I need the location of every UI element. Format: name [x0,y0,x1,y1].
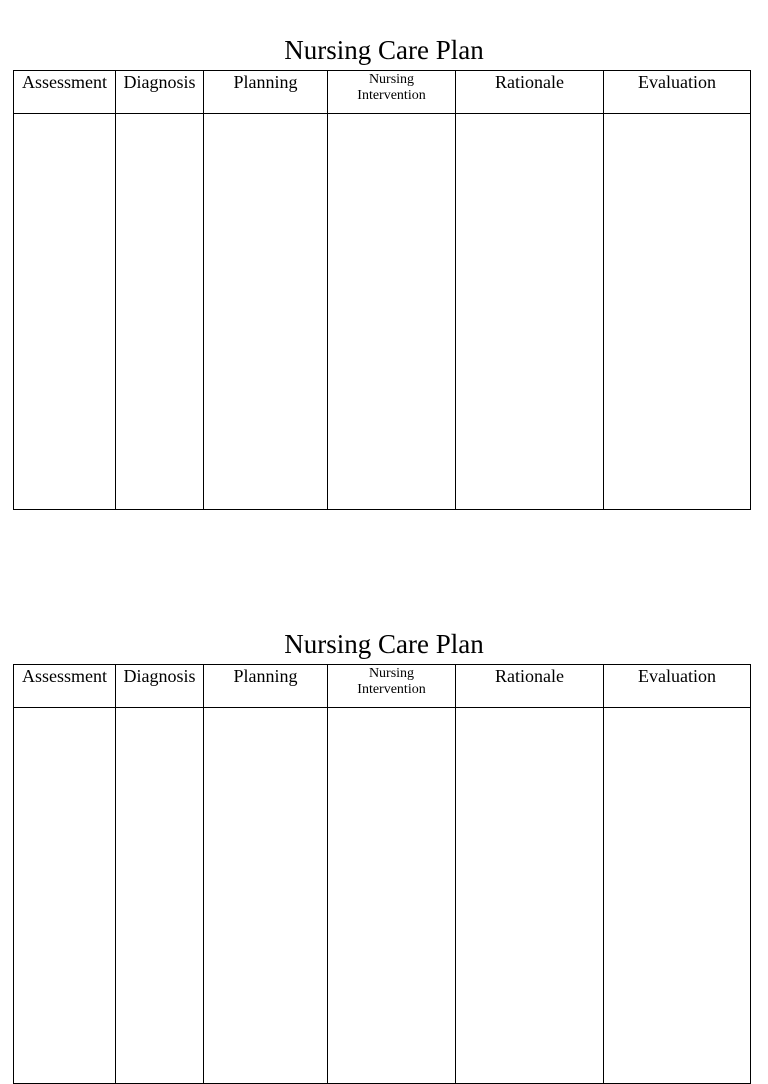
rationale-cell [456,708,604,1084]
care-plan-table [13,70,751,510]
assessment-cell [14,708,116,1084]
care-plan-title: Nursing Care Plan [284,629,484,659]
rationale-cell [456,114,604,510]
diagnosis-cell [116,708,204,1084]
intervention-header-line1: Nursing [368,666,415,681]
care-plan-table [13,664,751,1084]
evaluation-cell [604,114,751,510]
nursing-intervention-cell [328,708,456,1084]
intervention-header-line2: Intervention [357,88,426,103]
planning-cell [204,114,328,510]
intervention-header-line2: Intervention [357,682,426,697]
diagnosis-header: Diagnosis [116,665,204,708]
rationale-header: Rationale [456,665,604,708]
header-row [14,71,751,114]
care-plan-title: Nursing Care Plan [284,35,484,65]
assessment-header: Assessment [14,665,116,708]
planning-cell [204,708,328,1084]
nursing-intervention-header [328,665,456,708]
planning-header: Planning [204,665,328,708]
assessment-cell [14,114,116,510]
evaluation-header: Evaluation [604,71,751,114]
assessment-header: Assessment [14,71,116,114]
evaluation-header: Evaluation [604,665,751,708]
diagnosis-header: Diagnosis [116,71,204,114]
evaluation-cell [604,708,751,1084]
rationale-header: Rationale [456,71,604,114]
nursing-intervention-header [328,71,456,114]
entry-row [14,708,751,1084]
planning-header: Planning [204,71,328,114]
header-row [14,665,751,708]
entry-row [14,114,751,510]
intervention-header-line1: Nursing [368,72,415,87]
nursing-intervention-cell [328,114,456,510]
diagnosis-cell [116,114,204,510]
